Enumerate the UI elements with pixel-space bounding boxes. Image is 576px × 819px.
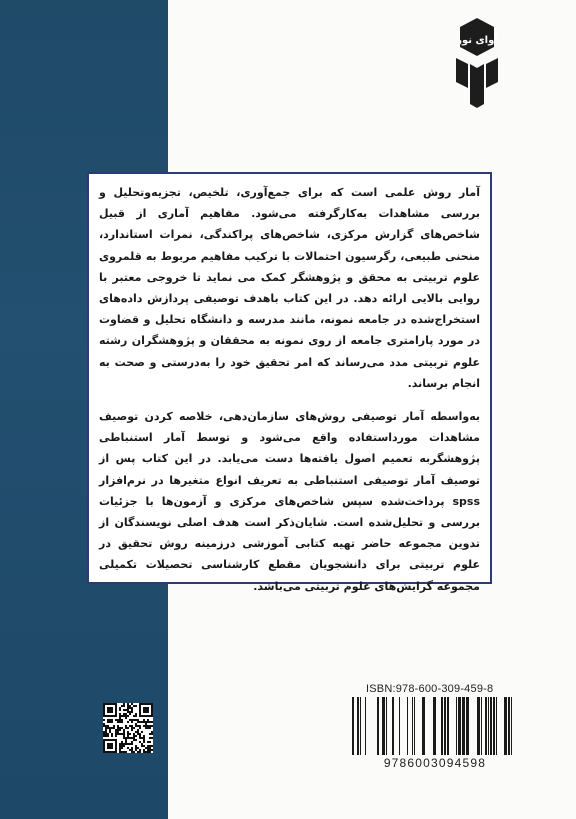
qr-module (131, 729, 133, 731)
qr-module (149, 749, 151, 751)
qr-module (121, 743, 123, 745)
qr-module (119, 715, 121, 717)
qr-module (121, 719, 123, 721)
barcode-bar (377, 697, 379, 755)
qr-module (147, 749, 149, 751)
barcode-bar (458, 697, 461, 755)
qr-module (111, 721, 113, 723)
qr-module (121, 741, 123, 743)
qr-module (135, 739, 137, 741)
barcode-bar (508, 697, 510, 755)
qr-module (143, 741, 145, 743)
barcode-bar (511, 697, 512, 755)
qr-module (131, 707, 133, 709)
qr-module (133, 715, 135, 717)
qr-module (125, 717, 127, 719)
qr-module (127, 747, 129, 749)
publisher-logo-icon (448, 14, 506, 110)
qr-module (145, 747, 147, 749)
qr-module (123, 733, 125, 735)
qr-module (151, 749, 153, 751)
barcode-bar (360, 697, 361, 755)
qr-module (127, 737, 129, 739)
qr-module (143, 751, 145, 753)
barcode-bar (490, 697, 492, 755)
qr-module (133, 727, 135, 729)
qr-module (133, 737, 135, 739)
qr-module (119, 751, 121, 753)
qr-module (133, 739, 135, 741)
qr-module (149, 727, 151, 729)
qr-module (137, 751, 139, 753)
qr-module (135, 715, 137, 717)
barcode-bar (504, 697, 507, 755)
qr-module (125, 737, 127, 739)
qr-module (141, 743, 143, 745)
qr-module (119, 727, 121, 729)
qr-module (131, 747, 133, 749)
qr-module (119, 709, 121, 711)
qr-module (133, 751, 135, 753)
qr-module (131, 711, 133, 713)
qr-module (123, 745, 125, 747)
qr-module (119, 713, 121, 715)
barcode-bar (444, 697, 446, 755)
description-paragraph-1: آمار روش علمی است که برای جمع‌آوری، تلخیص، تجزیه‌وتحلیل و بررسی مشاهدات به‌کارگرفته می‌شود. مفاهیم آماری از قبیل شاخص‌های گزارش مرکزی، شاخص‌های پراکندگی، نمرات استاندارد، منحنی طبیعی، رگرسیون احتمالات با ترکیب مفاهیم مربوط به قلمروی علوم تربیتی به محقق و پژوهشگر کمک می نماید تا خروجی معتبر با روایی بالایی ارائه دهد. در این کتاب باهدف توصیفی پردازش داده‌های استخراج‌شده در جامعه نمونه، مانند مدرسه و دانشگاه تحلیل و قضاوت در مورد پارامتری جامعه از روی نمونه به محققان و پژوهشگران رشته علوم تربیتی مدد می‌رساند که امر تحقیق خود را به‌درستی و صحت به انجام برساند. (99, 186, 480, 390)
qr-module (141, 721, 143, 723)
qr-module (137, 725, 139, 727)
qr-module (133, 705, 135, 707)
qr-module (107, 719, 109, 721)
qr-module (145, 723, 147, 725)
qr-module (141, 737, 143, 739)
qr-module (127, 711, 129, 713)
qr-module (119, 747, 121, 749)
qr-module (137, 729, 139, 731)
qr-module (135, 725, 137, 727)
qr-module (123, 743, 125, 745)
qr-module (147, 741, 149, 743)
barcode-bar (382, 697, 385, 755)
barcode-bar (488, 697, 489, 755)
qr-module (111, 735, 113, 737)
qr-module (105, 735, 107, 737)
qr-module (143, 707, 149, 713)
barcode-bar (407, 697, 408, 755)
qr-module (113, 725, 115, 727)
qr-module (151, 733, 153, 735)
qr-module (143, 739, 145, 741)
qr-module (143, 719, 145, 721)
qr-module (133, 735, 135, 737)
qr-module (115, 735, 117, 737)
qr-module (123, 703, 125, 705)
qr-module (139, 751, 141, 753)
qr-module (143, 737, 145, 739)
barcode-bar (352, 697, 354, 755)
isbn-label: ISBN:978-600-309-459-8 (366, 683, 494, 695)
qr-module (125, 727, 127, 729)
qr-module (123, 705, 125, 707)
qr-module (137, 733, 139, 735)
qr-module (137, 731, 139, 733)
qr-module (123, 709, 125, 711)
qr-module (123, 751, 125, 753)
qr-module (127, 707, 129, 709)
qr-module (139, 735, 141, 737)
qr-module (103, 719, 105, 721)
qr-module (121, 745, 123, 747)
qr-module (119, 707, 121, 709)
back-cover-description (87, 172, 492, 593)
qr-module (105, 733, 107, 735)
qr-module (127, 731, 129, 733)
barcode-bar (414, 697, 415, 755)
qr-module (137, 747, 139, 749)
qr-module (125, 725, 127, 727)
qr-module (125, 743, 127, 745)
qr-module (135, 747, 137, 749)
qr-module (107, 707, 113, 713)
qr-module (127, 721, 129, 723)
barcode-bar (433, 697, 436, 755)
qr-module (131, 727, 133, 729)
qr-module (125, 715, 127, 717)
qr-module (105, 729, 107, 731)
qr-module (151, 721, 153, 723)
qr-module (117, 727, 119, 729)
qr-module (129, 713, 131, 715)
qr-module (119, 729, 121, 731)
qr-module (115, 733, 117, 735)
qr-module (129, 737, 131, 739)
qr-module (103, 735, 105, 737)
qr-module (103, 723, 105, 725)
qr-module (125, 709, 127, 711)
qr-module (151, 725, 153, 727)
qr-module (131, 725, 133, 727)
qr-module (121, 727, 123, 729)
qr-module (121, 705, 123, 707)
qr-module (127, 733, 129, 735)
barcode-bar (477, 697, 480, 755)
qr-module (131, 703, 133, 705)
qr-module (149, 737, 151, 739)
qr-module (127, 703, 129, 705)
qr-module (119, 717, 121, 719)
barcode-bar (392, 697, 394, 755)
qr-module (135, 723, 137, 725)
qr-module (115, 719, 117, 721)
publisher-logo-text: آوای نور (456, 35, 498, 46)
qr-module (133, 733, 135, 735)
qr-module (147, 725, 149, 727)
barcode-icon (350, 697, 518, 755)
qr-module (111, 733, 113, 735)
qr-module (121, 747, 123, 749)
qr-module (129, 749, 131, 751)
barcode-bar (399, 697, 400, 755)
qr-module (143, 745, 145, 747)
qr-module (105, 725, 107, 727)
qr-module (151, 745, 153, 747)
qr-module (131, 743, 133, 745)
qr-module (127, 709, 129, 711)
barcode-bar (466, 697, 469, 755)
qr-module (139, 721, 141, 723)
qr-module (127, 743, 129, 745)
qr-module (141, 731, 143, 733)
qr-module (119, 749, 121, 751)
qr-module (139, 733, 141, 735)
qr-module (131, 751, 133, 753)
qr-module (107, 725, 109, 727)
qr-module (131, 709, 133, 711)
qr-module (129, 705, 131, 707)
qr-module (107, 727, 109, 729)
qr-module (111, 719, 113, 721)
qr-module (149, 747, 151, 749)
qr-module (119, 745, 121, 747)
qr-module (127, 735, 129, 737)
barcode-bar (422, 697, 425, 755)
qr-module (109, 729, 111, 731)
qr-module (107, 733, 109, 735)
qr-module (131, 737, 133, 739)
qr-module (125, 751, 127, 753)
qr-module (117, 733, 119, 735)
qr-module (131, 721, 133, 723)
qr-module (147, 747, 149, 749)
qr-module (141, 745, 143, 747)
qr-module (145, 721, 147, 723)
qr-module (147, 721, 149, 723)
qr-module (149, 725, 151, 727)
barcode-number: 9786003094598 (383, 756, 487, 770)
qr-module (103, 725, 105, 727)
qr-module (115, 731, 117, 733)
qr-module (149, 751, 151, 753)
qr-module (107, 721, 109, 723)
qr-module (109, 719, 111, 721)
qr-module (147, 719, 149, 721)
barcode-bar (456, 697, 457, 755)
qr-module (135, 735, 137, 737)
qr-module (109, 721, 111, 723)
qr-module (105, 727, 107, 729)
qr-module (123, 735, 125, 737)
qr-module (143, 725, 145, 727)
qr-module (105, 731, 107, 733)
qr-module (129, 707, 131, 709)
qr-module (107, 743, 113, 749)
qr-module (117, 731, 119, 733)
qr-module (129, 711, 131, 713)
qr-module (143, 749, 145, 751)
barcode-bar (441, 697, 443, 755)
barcode-bar (365, 697, 366, 755)
barcode-bar (496, 697, 497, 755)
qr-module (131, 719, 133, 721)
qr-module (129, 743, 131, 745)
qr-module (127, 715, 129, 717)
qr-module (123, 731, 125, 733)
barcode-bar (481, 697, 482, 755)
qr-module (135, 731, 137, 733)
qr-module (119, 721, 121, 723)
qr-module (127, 705, 129, 707)
qr-module (139, 725, 141, 727)
qr-module (129, 725, 131, 727)
qr-module (119, 743, 121, 745)
barcode-bar (447, 697, 449, 755)
qr-module (129, 733, 131, 735)
qr-module (117, 729, 119, 731)
qr-module (135, 705, 137, 707)
qr-module (121, 733, 123, 735)
qr-module (109, 727, 111, 729)
barcode-bar (386, 697, 387, 755)
qr-module (125, 739, 127, 741)
qr-module (103, 731, 105, 733)
qr-module (127, 727, 129, 729)
qr-code-icon (103, 703, 153, 753)
qr-module (139, 737, 141, 739)
qr-module (131, 749, 133, 751)
qr-module (117, 725, 119, 727)
qr-module (147, 751, 149, 753)
qr-module (131, 741, 133, 743)
qr-module (147, 727, 149, 729)
description-paragraph-2: به‌واسطه آمار توصیفی روش‌های سازمان‌دهی، خلاصه کردن توصیف مشاهدات مورداستفاده واقع می‌شود و توسط آمار استنباطی پژوهشگربه تعمیم اصول یافته‌ها دست می‌یابد. در این کتاب پس از توصیف آمار توصیفی استنباطی به تعریف انواع متغیرها در نرم‌افزار spss پرداخت‌شده سپس شاخص‌های مرکزی و آزمون‌ها با جزئیات بررسی و تحلیل‌شده است. شایان‌ذکر است هدف اصلی نویسندگان از تدوین مجموعه حاضر تهیه کتابی آموزشی درزمینه روش تحقیق در علوم تربیتی برای دانشجویان مقطع کارشناسی تحصیلات تکمیلی مجموعه گرایش‌های علوم تربیتی می‌باشد. (99, 410, 480, 593)
qr-module (145, 727, 147, 729)
qr-module (135, 749, 137, 751)
qr-module (149, 733, 151, 735)
qr-module (149, 721, 151, 723)
qr-module (119, 719, 121, 721)
barcode-bar (412, 697, 413, 755)
qr-module (143, 721, 145, 723)
qr-module (145, 725, 147, 727)
qr-module (103, 733, 105, 735)
qr-module (121, 715, 123, 717)
qr-module (133, 719, 135, 721)
barcode-bar (493, 697, 495, 755)
qr-module (151, 737, 153, 739)
qr-module (135, 719, 137, 721)
qr-module (123, 737, 125, 739)
qr-module (135, 713, 137, 715)
qr-module (139, 749, 141, 751)
qr-module (135, 745, 137, 747)
qr-module (121, 751, 123, 753)
qr-module (139, 727, 141, 729)
qr-module (149, 741, 151, 743)
qr-module (139, 741, 141, 743)
qr-module (123, 729, 125, 731)
qr-module (121, 721, 123, 723)
qr-module (137, 719, 139, 721)
qr-module (137, 721, 139, 723)
qr-module (149, 745, 151, 747)
qr-module (107, 735, 109, 737)
qr-module (145, 751, 147, 753)
qr-module (109, 731, 111, 733)
qr-module (151, 731, 153, 733)
qr-module (147, 745, 149, 747)
qr-module (119, 733, 121, 735)
qr-module (113, 727, 115, 729)
qr-module (115, 729, 117, 731)
qr-module (117, 719, 119, 721)
qr-module (123, 713, 125, 715)
qr-module (143, 735, 145, 737)
barcode-bar (357, 697, 359, 755)
qr-module (117, 721, 119, 723)
qr-module (111, 727, 113, 729)
qr-module (129, 719, 131, 721)
qr-module (123, 715, 125, 717)
barcode-bar (462, 697, 465, 755)
qr-module (125, 741, 127, 743)
qr-module (125, 713, 127, 715)
barcode-bar (485, 697, 487, 755)
